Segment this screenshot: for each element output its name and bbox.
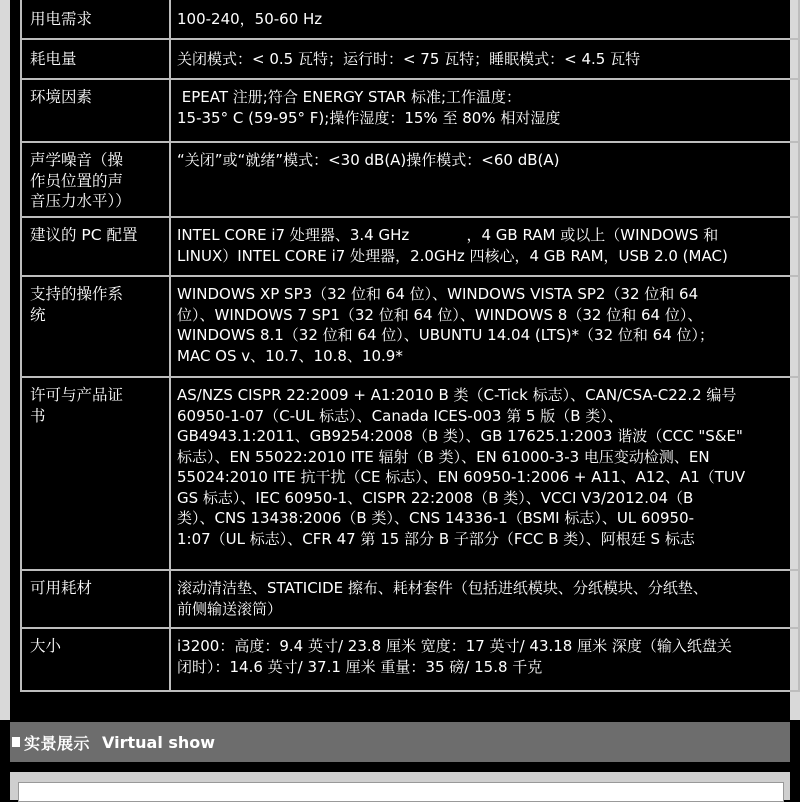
left-border-strip [0,720,10,800]
row-key: 大小 [21,628,170,691]
row-key: 可用耗材 [21,570,170,628]
row-key: 声学噪音（操 作员位置的声 音压力水平）） [21,142,170,217]
row-key: 建议的 PC 配置 [21,217,170,276]
table-row [21,377,799,570]
section-title: 实景展示 [24,733,91,753]
row-value: i3200：高度：9.4 英寸/ 23.8 厘米 宽度：17 英寸/ 43.18 厘米 深度（输入纸盘关 闭时）：14.6 英寸/ 37.1 厘米 重量：35 磅/ 15.8 千克 [170,628,799,691]
section-subtitle: Virtual show [102,732,216,752]
section-banner [10,722,790,762]
table-row [21,142,799,217]
row-value: 关闭模式：< 0.5 瓦特；运行时：< 75 瓦特；睡眠模式：< 4.5 瓦特 [170,39,799,79]
content-area [18,782,784,802]
row-value: EPEAT 注册;符合 ENERGY STAR 标准;工作温度： 15-35° C (59-95° F);操作湿度：15% 至 80% 相对湿度 [170,79,799,142]
right-border-strip [790,720,800,800]
table-row [21,79,799,142]
table-row [21,276,799,377]
row-value: 100-240，50-60 Hz [170,0,799,39]
table-row [21,570,799,628]
row-key: 耗电量 [21,39,170,79]
square-bullet-icon [12,737,20,747]
row-value: WINDOWS XP SP3（32 位和 64 位）、WINDOWS VISTA SP2（32 位和 64 位）、WINDOWS 7 SP1（32 位和 64 位）、WINDOWS 8（32 位和 64 位）、 WINDOWS 8.1（32 位和 64 位）、UBUNTU 14.04 (LTS)*（32 位和 64 位）； MAC OS v、10.7、10.8、10.9* [170,276,799,377]
row-value: 滚动清洁垫、STATICIDE 擦布、耗材套件（包括进纸模块、分纸模块、分纸垫、 前侧输送滚筒） [170,570,799,628]
row-key: 支持的操作系 统 [21,276,170,377]
row-value: INTEL CORE i7 处理器、3.4 GHz ，4 GB RAM 或以上（WINDOWS 和 LINUX）INTEL CORE i7 处理器，2.0GHz 四核心，4 GB RAM，USB 2.0 (MAC) [170,217,799,276]
table-row [21,39,799,79]
table-row [21,628,799,691]
row-value: AS/NZS CISPR 22:2009 + A1:2010 B 类（C-Tick 标志）、CAN/CSA-C22.2 编号 60950-1-07（C-UL 标志）、Canada ICES-003 第 5 版（B 类）、 GB4943.1:2011、GB9254:2008（B 类）、GB 17625.1:2003 谐波（CCC "S&E" 标志）、EN 55022:2010 ITE 辐射（B 类）、EN 61000-3-3 电压变动检测、EN 55024:2010 ITE 抗干扰（CE 标志）、EN 60950-1:2006 + A11、A12、A1（TUV GS 标志）、IEC 60950-1、CISPR 22:2008（B 类）、VCCI V3/2012.04（B 类）、CNS 13438:2006（B 类）、CNS 14336-1（BSMI 标志）、UL 60950- 1:07（UL 标志）、CFR 47 第 15 部分 B 子部分（FCC B 类）、阿根廷 S 标志 [170,377,799,570]
row-key: 许可与产品证 书 [21,377,170,570]
row-key: 用电需求 [21,0,170,39]
spec-table [20,0,800,692]
row-key: 环境因素 [21,79,170,142]
table-row [21,217,799,276]
row-value: “关闭”或“就绪”模式：<30 dB(A)操作模式：<60 dB(A) [170,142,799,217]
table-row [21,0,799,39]
